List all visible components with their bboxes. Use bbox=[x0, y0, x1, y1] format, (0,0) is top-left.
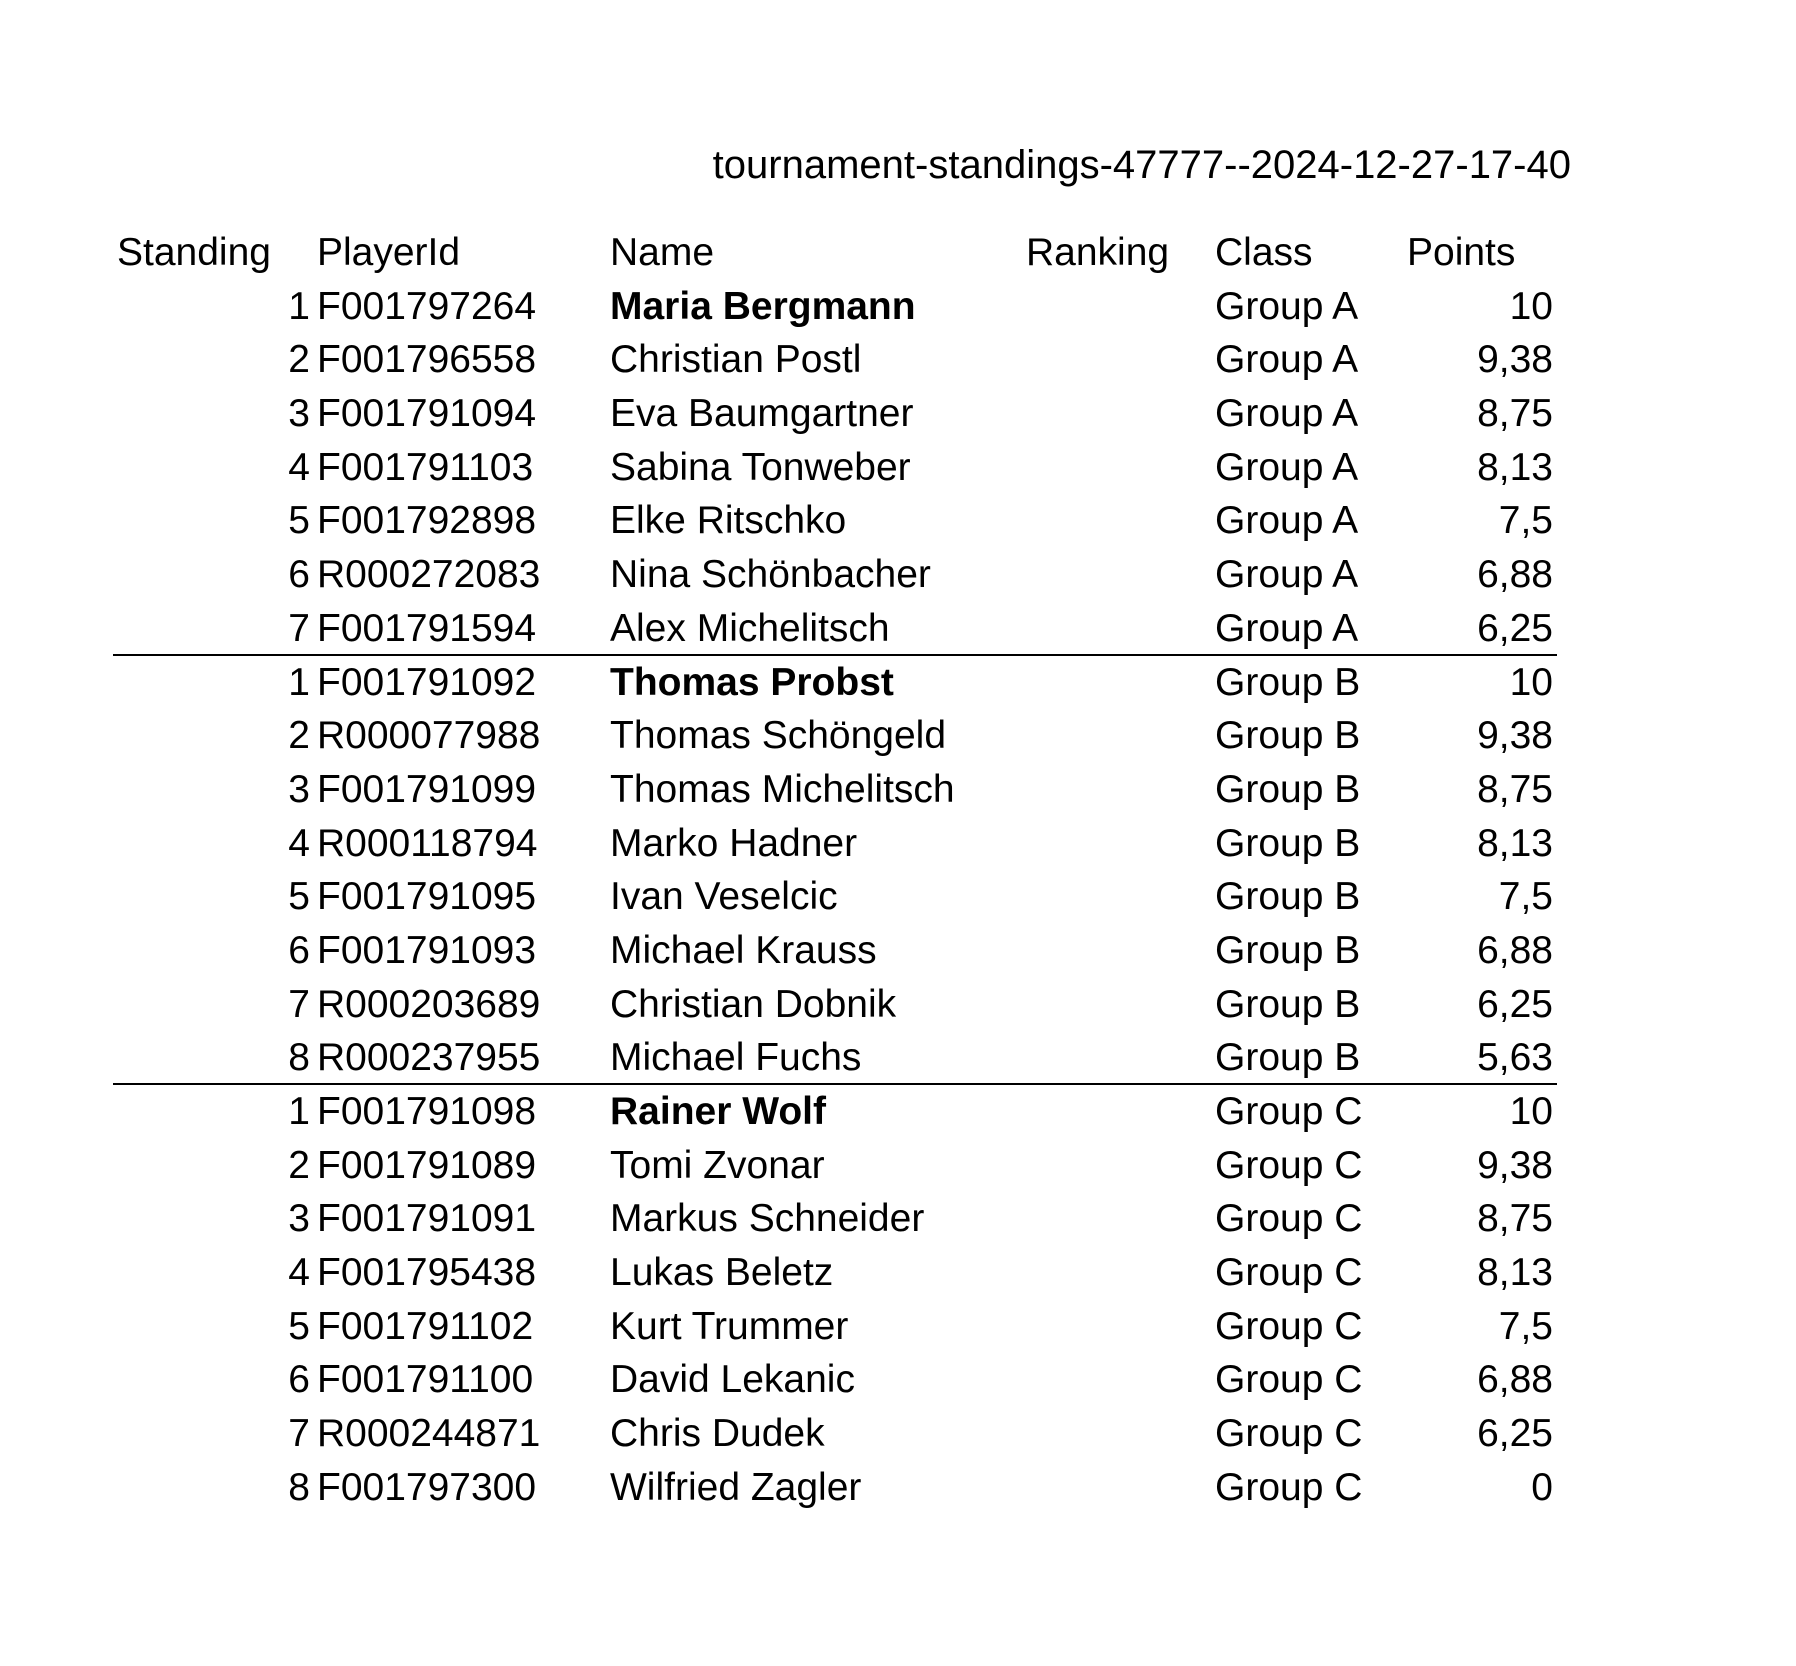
table-row bbox=[113, 441, 1557, 495]
cell-standing: 7 bbox=[288, 1412, 310, 1456]
table-row bbox=[113, 602, 1557, 656]
table-row bbox=[113, 1192, 1557, 1246]
cell-points: 10 bbox=[1509, 284, 1553, 328]
cell-player-id: F001795438 bbox=[317, 1251, 537, 1295]
table-row bbox=[113, 494, 1557, 548]
cell-class: Group C bbox=[1215, 1412, 1363, 1456]
cell-name: Wilfried Zagler bbox=[610, 1465, 862, 1509]
cell-standing: 1 bbox=[288, 660, 310, 704]
cell-points: 9,38 bbox=[1477, 338, 1553, 382]
cell-standing: 3 bbox=[288, 1197, 310, 1241]
cell-points: 6,88 bbox=[1477, 928, 1553, 972]
cell-class: Group C bbox=[1215, 1090, 1363, 1133]
cell-class: Group B bbox=[1215, 875, 1361, 919]
cell-name: Lukas Beletz bbox=[610, 1251, 834, 1295]
cell-player-id: F001791102 bbox=[317, 1304, 534, 1348]
cell-name: Alex Michelitsch bbox=[610, 606, 890, 650]
cell-class: Group B bbox=[1215, 1036, 1361, 1080]
cell-player-id: F001791103 bbox=[317, 445, 534, 489]
cell-player-id: R000244871 bbox=[317, 1412, 541, 1456]
cell-class: Group C bbox=[1215, 1197, 1363, 1241]
cell-class: Group A bbox=[1215, 392, 1359, 436]
cell-player-id: F001797264 bbox=[317, 284, 537, 328]
cell-class: Group A bbox=[1215, 338, 1359, 382]
cell-name: Eva Baumgartner bbox=[610, 392, 914, 436]
cell-class: Group B bbox=[1215, 660, 1361, 704]
table-row bbox=[113, 1031, 1557, 1085]
cell-player-id: F001791098 bbox=[317, 1090, 537, 1133]
cell-player-id: F001791093 bbox=[317, 928, 537, 972]
cell-class: Group A bbox=[1215, 606, 1359, 650]
cell-name: Sabina Tonweber bbox=[610, 445, 911, 489]
standings-table bbox=[113, 226, 1557, 1515]
table-row bbox=[113, 656, 1557, 710]
cell-points: 6,88 bbox=[1477, 553, 1553, 597]
table-row bbox=[113, 1407, 1557, 1461]
table-row bbox=[113, 333, 1557, 387]
cell-points: 6,25 bbox=[1477, 1412, 1553, 1456]
cell-class: Group C bbox=[1215, 1358, 1363, 1402]
cell-name: Thomas Schöngeld bbox=[610, 714, 947, 758]
cell-name: Chris Dudek bbox=[610, 1412, 825, 1456]
cell-points: 10 bbox=[1509, 660, 1553, 704]
cell-name: Christian Dobnik bbox=[610, 982, 897, 1026]
table-row bbox=[113, 1461, 1557, 1515]
cell-player-id: F001791092 bbox=[317, 660, 537, 704]
column-header-points: Points bbox=[1407, 231, 1516, 274]
cell-points: 0 bbox=[1531, 1465, 1553, 1509]
table-row bbox=[113, 1139, 1557, 1193]
cell-name: Elke Ritschko bbox=[610, 499, 847, 543]
cell-name: Rainer Wolf bbox=[610, 1090, 826, 1133]
table-row bbox=[113, 1300, 1557, 1354]
table-row bbox=[113, 763, 1557, 817]
page-title: tournament-standings-47777--2024-12-27-17-40 bbox=[712, 143, 1571, 187]
column-header-standing: Standing bbox=[117, 231, 271, 274]
cell-standing: 2 bbox=[288, 1143, 310, 1187]
cell-player-id: F001791094 bbox=[317, 392, 537, 436]
cell-points: 8,13 bbox=[1477, 821, 1553, 865]
table-row bbox=[113, 1246, 1557, 1300]
table-row bbox=[113, 924, 1557, 978]
cell-standing: 1 bbox=[288, 1090, 310, 1133]
cell-standing: 3 bbox=[288, 392, 310, 436]
cell-player-id: R000237955 bbox=[317, 1036, 541, 1080]
cell-class: Group C bbox=[1215, 1465, 1363, 1509]
cell-standing: 7 bbox=[288, 606, 310, 650]
cell-name: Markus Schneider bbox=[610, 1197, 925, 1241]
cell-standing: 2 bbox=[288, 338, 310, 382]
cell-standing: 5 bbox=[288, 875, 310, 919]
cell-class: Group C bbox=[1215, 1251, 1363, 1295]
cell-points: 8,13 bbox=[1477, 445, 1553, 489]
cell-class: Group B bbox=[1215, 982, 1361, 1026]
cell-standing: 6 bbox=[288, 928, 310, 972]
table-row bbox=[113, 978, 1557, 1032]
cell-player-id: F001797300 bbox=[317, 1465, 537, 1509]
table-row bbox=[113, 548, 1557, 602]
cell-standing: 1 bbox=[288, 284, 310, 328]
cell-standing: 6 bbox=[288, 1358, 310, 1402]
cell-points: 6,88 bbox=[1477, 1358, 1553, 1402]
cell-player-id: F001791095 bbox=[317, 875, 537, 919]
table-row bbox=[113, 1353, 1557, 1407]
cell-player-id: F001791099 bbox=[317, 767, 537, 811]
cell-name: Ivan Veselcic bbox=[610, 875, 838, 919]
cell-points: 7,5 bbox=[1498, 1304, 1553, 1348]
cell-points: 9,38 bbox=[1477, 1143, 1553, 1187]
cell-points: 8,75 bbox=[1477, 392, 1553, 436]
cell-name: Christian Postl bbox=[610, 338, 862, 382]
column-header-player-id: PlayerId bbox=[317, 231, 461, 274]
cell-name: Maria Bergmann bbox=[610, 284, 916, 328]
table-header-row bbox=[113, 226, 1557, 280]
cell-points: 9,38 bbox=[1477, 714, 1553, 758]
cell-class: Group B bbox=[1215, 714, 1361, 758]
cell-points: 8,13 bbox=[1477, 1251, 1553, 1295]
cell-name: Marko Hadner bbox=[610, 821, 858, 865]
cell-points: 6,25 bbox=[1477, 982, 1553, 1026]
cell-standing: 4 bbox=[288, 821, 310, 865]
cell-standing: 6 bbox=[288, 553, 310, 597]
table-row bbox=[113, 387, 1557, 441]
cell-player-id: R000203689 bbox=[317, 982, 541, 1026]
cell-standing: 7 bbox=[288, 982, 310, 1026]
table-body bbox=[113, 280, 1557, 1515]
cell-standing: 8 bbox=[288, 1036, 310, 1080]
cell-player-id: F001791100 bbox=[317, 1358, 534, 1402]
table-row bbox=[113, 709, 1557, 763]
cell-points: 5,63 bbox=[1477, 1036, 1553, 1080]
cell-points: 10 bbox=[1509, 1090, 1553, 1133]
cell-class: Group B bbox=[1215, 928, 1361, 972]
cell-name: David Lekanic bbox=[610, 1358, 855, 1402]
column-header-class: Class bbox=[1215, 231, 1313, 274]
cell-name: Thomas Michelitsch bbox=[610, 767, 955, 811]
cell-standing: 5 bbox=[288, 1304, 310, 1348]
table-row bbox=[113, 817, 1557, 871]
cell-class: Group C bbox=[1215, 1304, 1363, 1348]
cell-player-id: R000077988 bbox=[317, 714, 541, 758]
cell-class: Group A bbox=[1215, 499, 1359, 543]
cell-points: 6,25 bbox=[1477, 606, 1553, 650]
cell-name: Michael Fuchs bbox=[610, 1036, 862, 1080]
cell-name: Kurt Trummer bbox=[610, 1304, 849, 1348]
cell-standing: 4 bbox=[288, 1251, 310, 1295]
table-row bbox=[113, 280, 1557, 334]
cell-player-id: R000118794 bbox=[317, 821, 538, 865]
cell-class: Group A bbox=[1215, 553, 1359, 597]
table-row bbox=[113, 1085, 1557, 1139]
cell-player-id: F001791089 bbox=[317, 1143, 537, 1187]
cell-name: Thomas Probst bbox=[610, 660, 894, 704]
column-header-ranking: Ranking bbox=[1026, 231, 1170, 274]
cell-standing: 5 bbox=[288, 499, 310, 543]
cell-standing: 8 bbox=[288, 1465, 310, 1509]
cell-class: Group B bbox=[1215, 767, 1361, 811]
cell-player-id: F001792898 bbox=[317, 499, 537, 543]
cell-points: 8,75 bbox=[1477, 1197, 1553, 1241]
cell-name: Nina Schönbacher bbox=[610, 553, 931, 597]
cell-class: Group A bbox=[1215, 284, 1359, 328]
cell-class: Group C bbox=[1215, 1143, 1363, 1187]
cell-player-id: F001791091 bbox=[317, 1197, 537, 1241]
cell-class: Group A bbox=[1215, 445, 1359, 489]
cell-standing: 2 bbox=[288, 714, 310, 758]
table-row bbox=[113, 870, 1557, 924]
cell-class: Group B bbox=[1215, 821, 1361, 865]
cell-player-id: F001791594 bbox=[317, 606, 537, 650]
cell-standing: 4 bbox=[288, 445, 310, 489]
cell-name: Tomi Zvonar bbox=[610, 1143, 825, 1187]
cell-points: 7,5 bbox=[1498, 499, 1553, 543]
cell-name: Michael Krauss bbox=[610, 928, 877, 972]
column-header-name: Name bbox=[610, 231, 715, 274]
cell-points: 7,5 bbox=[1498, 875, 1553, 919]
cell-standing: 3 bbox=[288, 767, 310, 811]
cell-player-id: R000272083 bbox=[317, 553, 541, 597]
cell-points: 8,75 bbox=[1477, 767, 1553, 811]
cell-player-id: F001796558 bbox=[317, 338, 537, 382]
